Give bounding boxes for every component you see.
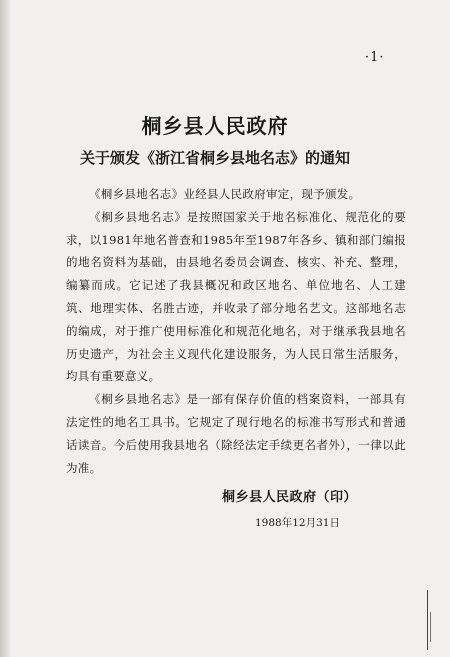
issue-date: 1988年12月31日 bbox=[255, 517, 340, 529]
scan-edge-shadow bbox=[0, 0, 10, 657]
paragraph: 《桐乡县地名志》是按照国家关于地名标准化、规范化的要求，以1981年地名普查和1985年至1987年各乡、镇和部门编报的地名资料为基础，由县地名委员会调查、核实、补充、整理，编纂而成。它记述了我县概况和政区地名、单位地名、人工建筑、地理实体、名胜古迹，并收录了部分地名艺文。这部地名志的编成，对于推广使用标准化和规范化地名，对于继承我县地名历史遗产，为社会主义现代化建设服务，为人民日常生活服务，均具有重要意义。 bbox=[66, 209, 406, 384]
scan-margin-mark bbox=[430, 612, 431, 642]
paragraph: 《桐乡县地名志》业经县人民政府审定，现予颁发。 bbox=[89, 187, 361, 201]
document-subtitle: 关于颁发《浙江省桐乡县地名志》的通知 bbox=[79, 149, 350, 167]
scan-margin-mark bbox=[427, 590, 428, 650]
issuer-signature: 桐乡县人民政府（印） bbox=[222, 490, 358, 505]
page-number: ·1· bbox=[365, 50, 385, 65]
document-title: 桐乡县人民政府 bbox=[141, 114, 289, 138]
paragraph: 《桐乡县地名志》是一部有保存价值的档案资料，一部具有法定性的地名工具书。它规定了现行地名的标准书写形式和普通话读音。今后使用我县地名（除经法定手续更名者外），一律以此为准。 bbox=[66, 392, 406, 475]
document-body bbox=[66, 183, 406, 479]
